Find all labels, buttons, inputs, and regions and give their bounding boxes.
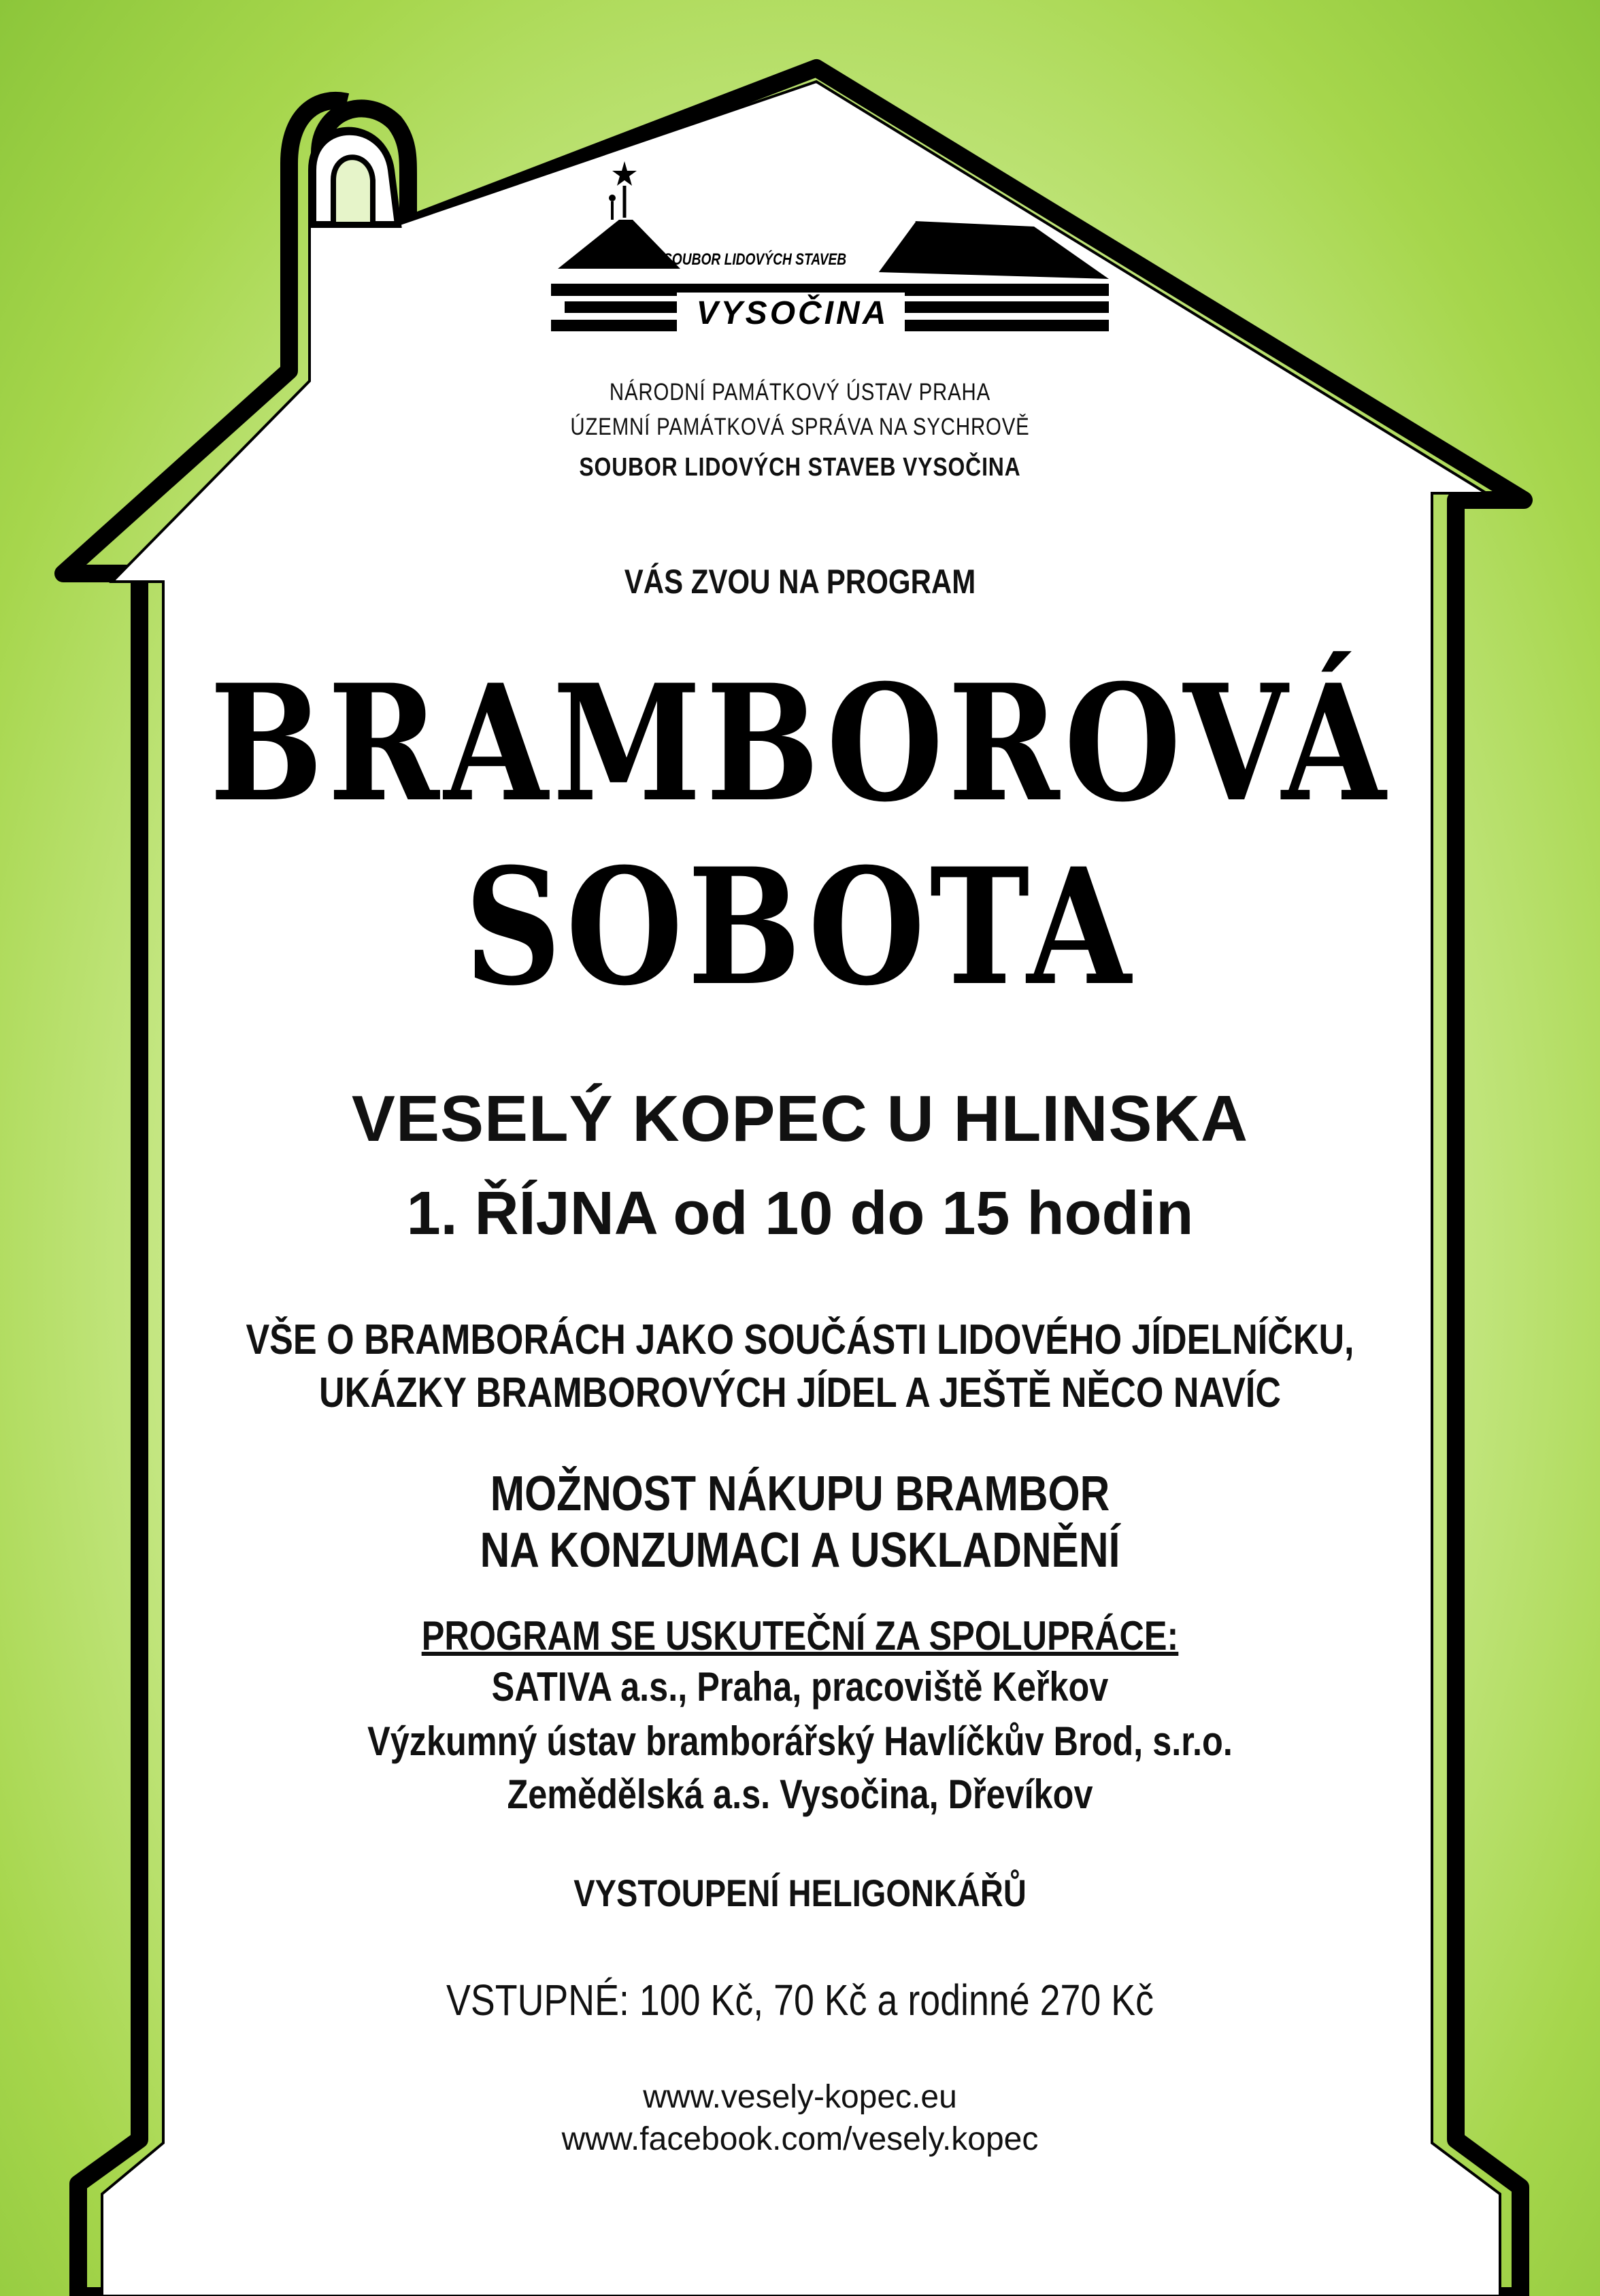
website-link[interactable]: www.vesely-kopec.eu bbox=[643, 2079, 957, 2115]
purchase-line-1: MOŽNOST NÁKUPU BRAMBOR bbox=[490, 1467, 1110, 1521]
event-place: VESELÝ KOPEC U HLINSKA bbox=[351, 1082, 1249, 1155]
cooperation-heading: PROGRAM SE USKUTEČNÍ ZA SPOLUPRÁCE: bbox=[421, 1613, 1179, 1659]
facebook-link[interactable]: www.facebook.com/vesely.kopec bbox=[561, 2121, 1039, 2157]
performance-text: VYSTOUPENÍ HELIGONKÁŘŮ bbox=[573, 1871, 1027, 1914]
invite-text: VÁS ZVOU NA PROGRAM bbox=[624, 563, 976, 601]
partner-2: Výzkumný ústav bramborářský Havlíčkův Brod, s.r.o. bbox=[367, 1718, 1233, 1764]
chimney-opening bbox=[333, 157, 373, 224]
partner-1: SATIVA a.s., Praha, pracoviště Keřkov bbox=[491, 1664, 1109, 1710]
logo-small-text: SOUBOR LIDOVÝCH STAVEB bbox=[663, 250, 847, 269]
partner-3: Zemědělská a.s. Vysočina, Dřevíkov bbox=[507, 1771, 1093, 1817]
purchase-line-2: NA KONZUMACI A USKLADNĚNÍ bbox=[480, 1523, 1120, 1578]
title-line-1: BRAMBOROVÁ bbox=[210, 650, 1390, 837]
admission-price: VSTUPNÉ: 100 Kč, 70 Kč a rodinné 270 Kč bbox=[446, 1976, 1154, 2025]
logo-name: VYSOČINA bbox=[696, 295, 889, 331]
title-line-2: SOBOTA bbox=[464, 833, 1136, 1021]
description-line-1: VŠE O BRAMBORÁCH JAKO SOUČÁSTI LIDOVÉHO JÍDELNÍČKU, bbox=[246, 1316, 1354, 1363]
organizer-line-1: NÁRODNÍ PAMÁTKOVÝ ÚSTAV PRAHA bbox=[609, 379, 991, 405]
description-line-2: UKÁZKY BRAMBOROVÝCH JÍDEL A JEŠTĚ NĚCO NAVÍC bbox=[318, 1369, 1282, 1416]
organizer-line-3: SOUBOR LIDOVÝCH STAVEB VYSOČINA bbox=[579, 453, 1021, 482]
organizer-line-2: ÚZEMNÍ PAMÁTKOVÁ SPRÁVA NA SYCHROVĚ bbox=[570, 414, 1030, 440]
event-date: 1. ŘÍJNA od 10 do 15 hodin bbox=[406, 1180, 1194, 1248]
logo bbox=[544, 153, 1116, 347]
